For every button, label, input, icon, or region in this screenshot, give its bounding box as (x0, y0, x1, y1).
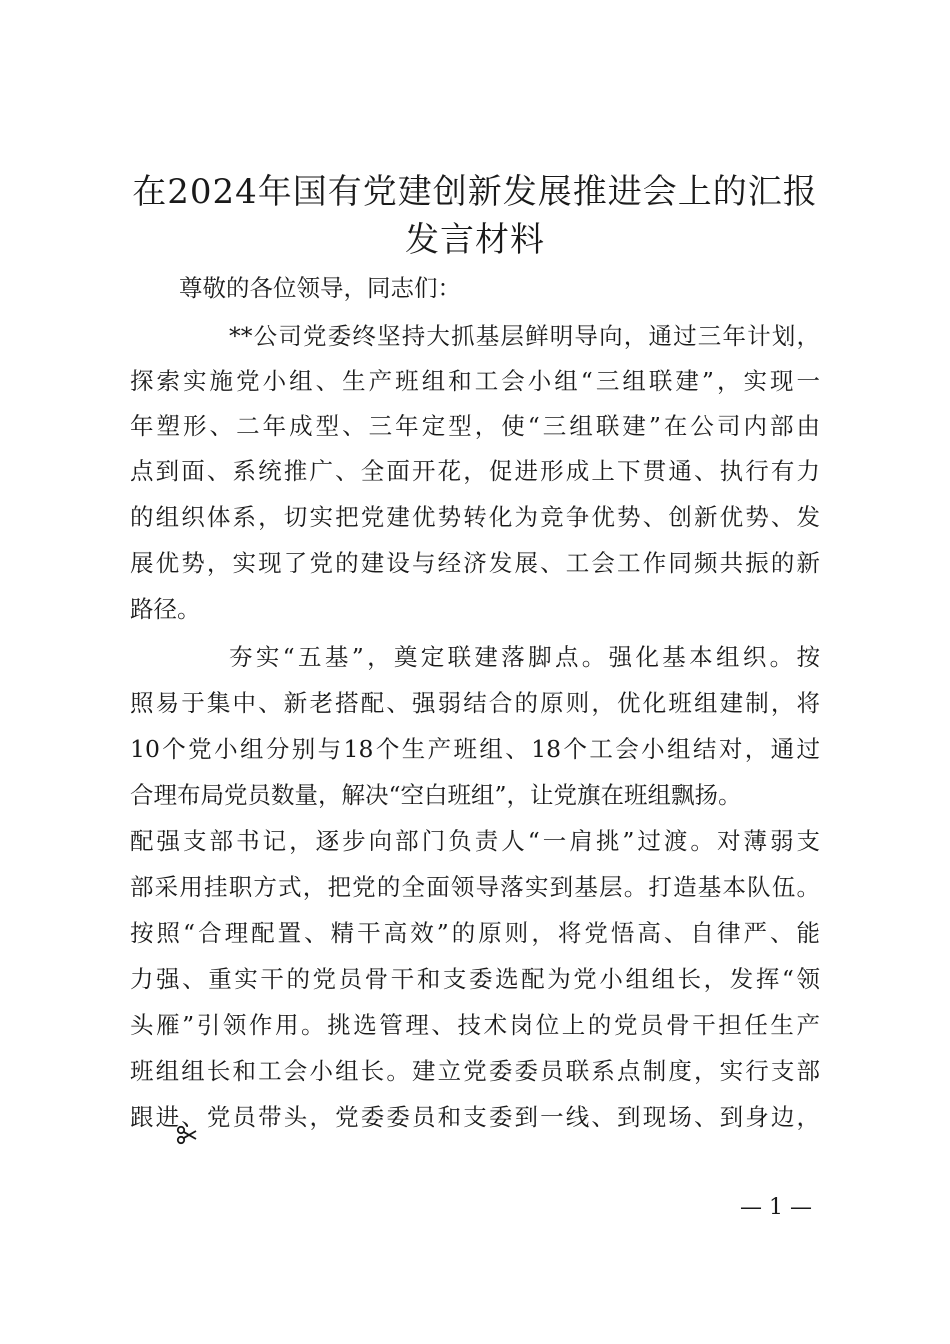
paragraph-2-line: 班组组长和工会小组长。建立党委委员联系点制度，实行支部 (130, 1057, 820, 1085)
paragraph-1-line: 探索实施党小组、生产班组和工会小组“三组联建”，实现一 (130, 367, 820, 395)
paragraph-1-line: 展优势，实现了党的建设与经济发展、工会工作同频共振的新 (130, 549, 820, 577)
paragraph-1-line: 年塑形、二年成型、三年定型，使“三组联建”在公司内部由 (130, 412, 820, 440)
paragraph-2-line: 合理布局党员数量，解决“空白班组”，让党旗在班组飘扬。 (130, 781, 742, 809)
paragraph-1-line: 路径。 (130, 595, 201, 623)
paragraph-2-line: 照易于集中、新老搭配、强弱结合的原则，优化班组建制，将 (130, 689, 820, 717)
paragraph-1-line: 的组织体系，切实把党建优势转化为竞争优势、创新优势、发 (130, 503, 820, 531)
paragraph-2-line: 10个党小组分别与18个生产班组、18个工会小组结对，通过 (130, 735, 820, 763)
paragraph-2-line: 夯实“五基”，奠定联建落脚点。强化基本组织。按 (229, 643, 820, 671)
paragraph-1-line: 点到面、系统推广、全面开花，促进形成上下贯通、执行有力 (130, 457, 820, 485)
paragraph-2-line: 头雁”引领作用。挑选管理、技术岗位上的党员骨干担任生产 (130, 1011, 820, 1039)
paragraph-2-line: 配强支部书记，逐步向部门负责人“一肩挑”过渡。对薄弱支 (130, 827, 820, 855)
scissors-icon-svg (176, 1124, 198, 1146)
scissors-icon (176, 1123, 198, 1153)
paragraph-2-line: 部采用挂职方式，把党的全面领导落实到基层。打造基本队伍。 (130, 873, 820, 901)
paragraph-1-line: **公司党委终坚持大抓基层鲜明导向，通过三年计划， (229, 322, 820, 350)
document-title-line-2: 发言材料 (405, 220, 545, 260)
paragraph-2-line: 跟进、党员带头，党委委员和支委到一线、到现场、到身边， (130, 1103, 820, 1131)
paragraph-2-line: 力强、重实干的党员骨干和支委选配为党小组组长，发挥“领 (130, 965, 820, 993)
document-title-line-1: 在2024年国有党建创新发展推进会上的汇报 (132, 172, 818, 212)
salutation: 尊敬的各位领导，同志们： (179, 274, 461, 302)
paragraph-2-line: 按照“合理配置、精干高效”的原则，将党悟高、自律严、能 (130, 919, 820, 947)
page-number: — 1 — (740, 1195, 812, 1220)
